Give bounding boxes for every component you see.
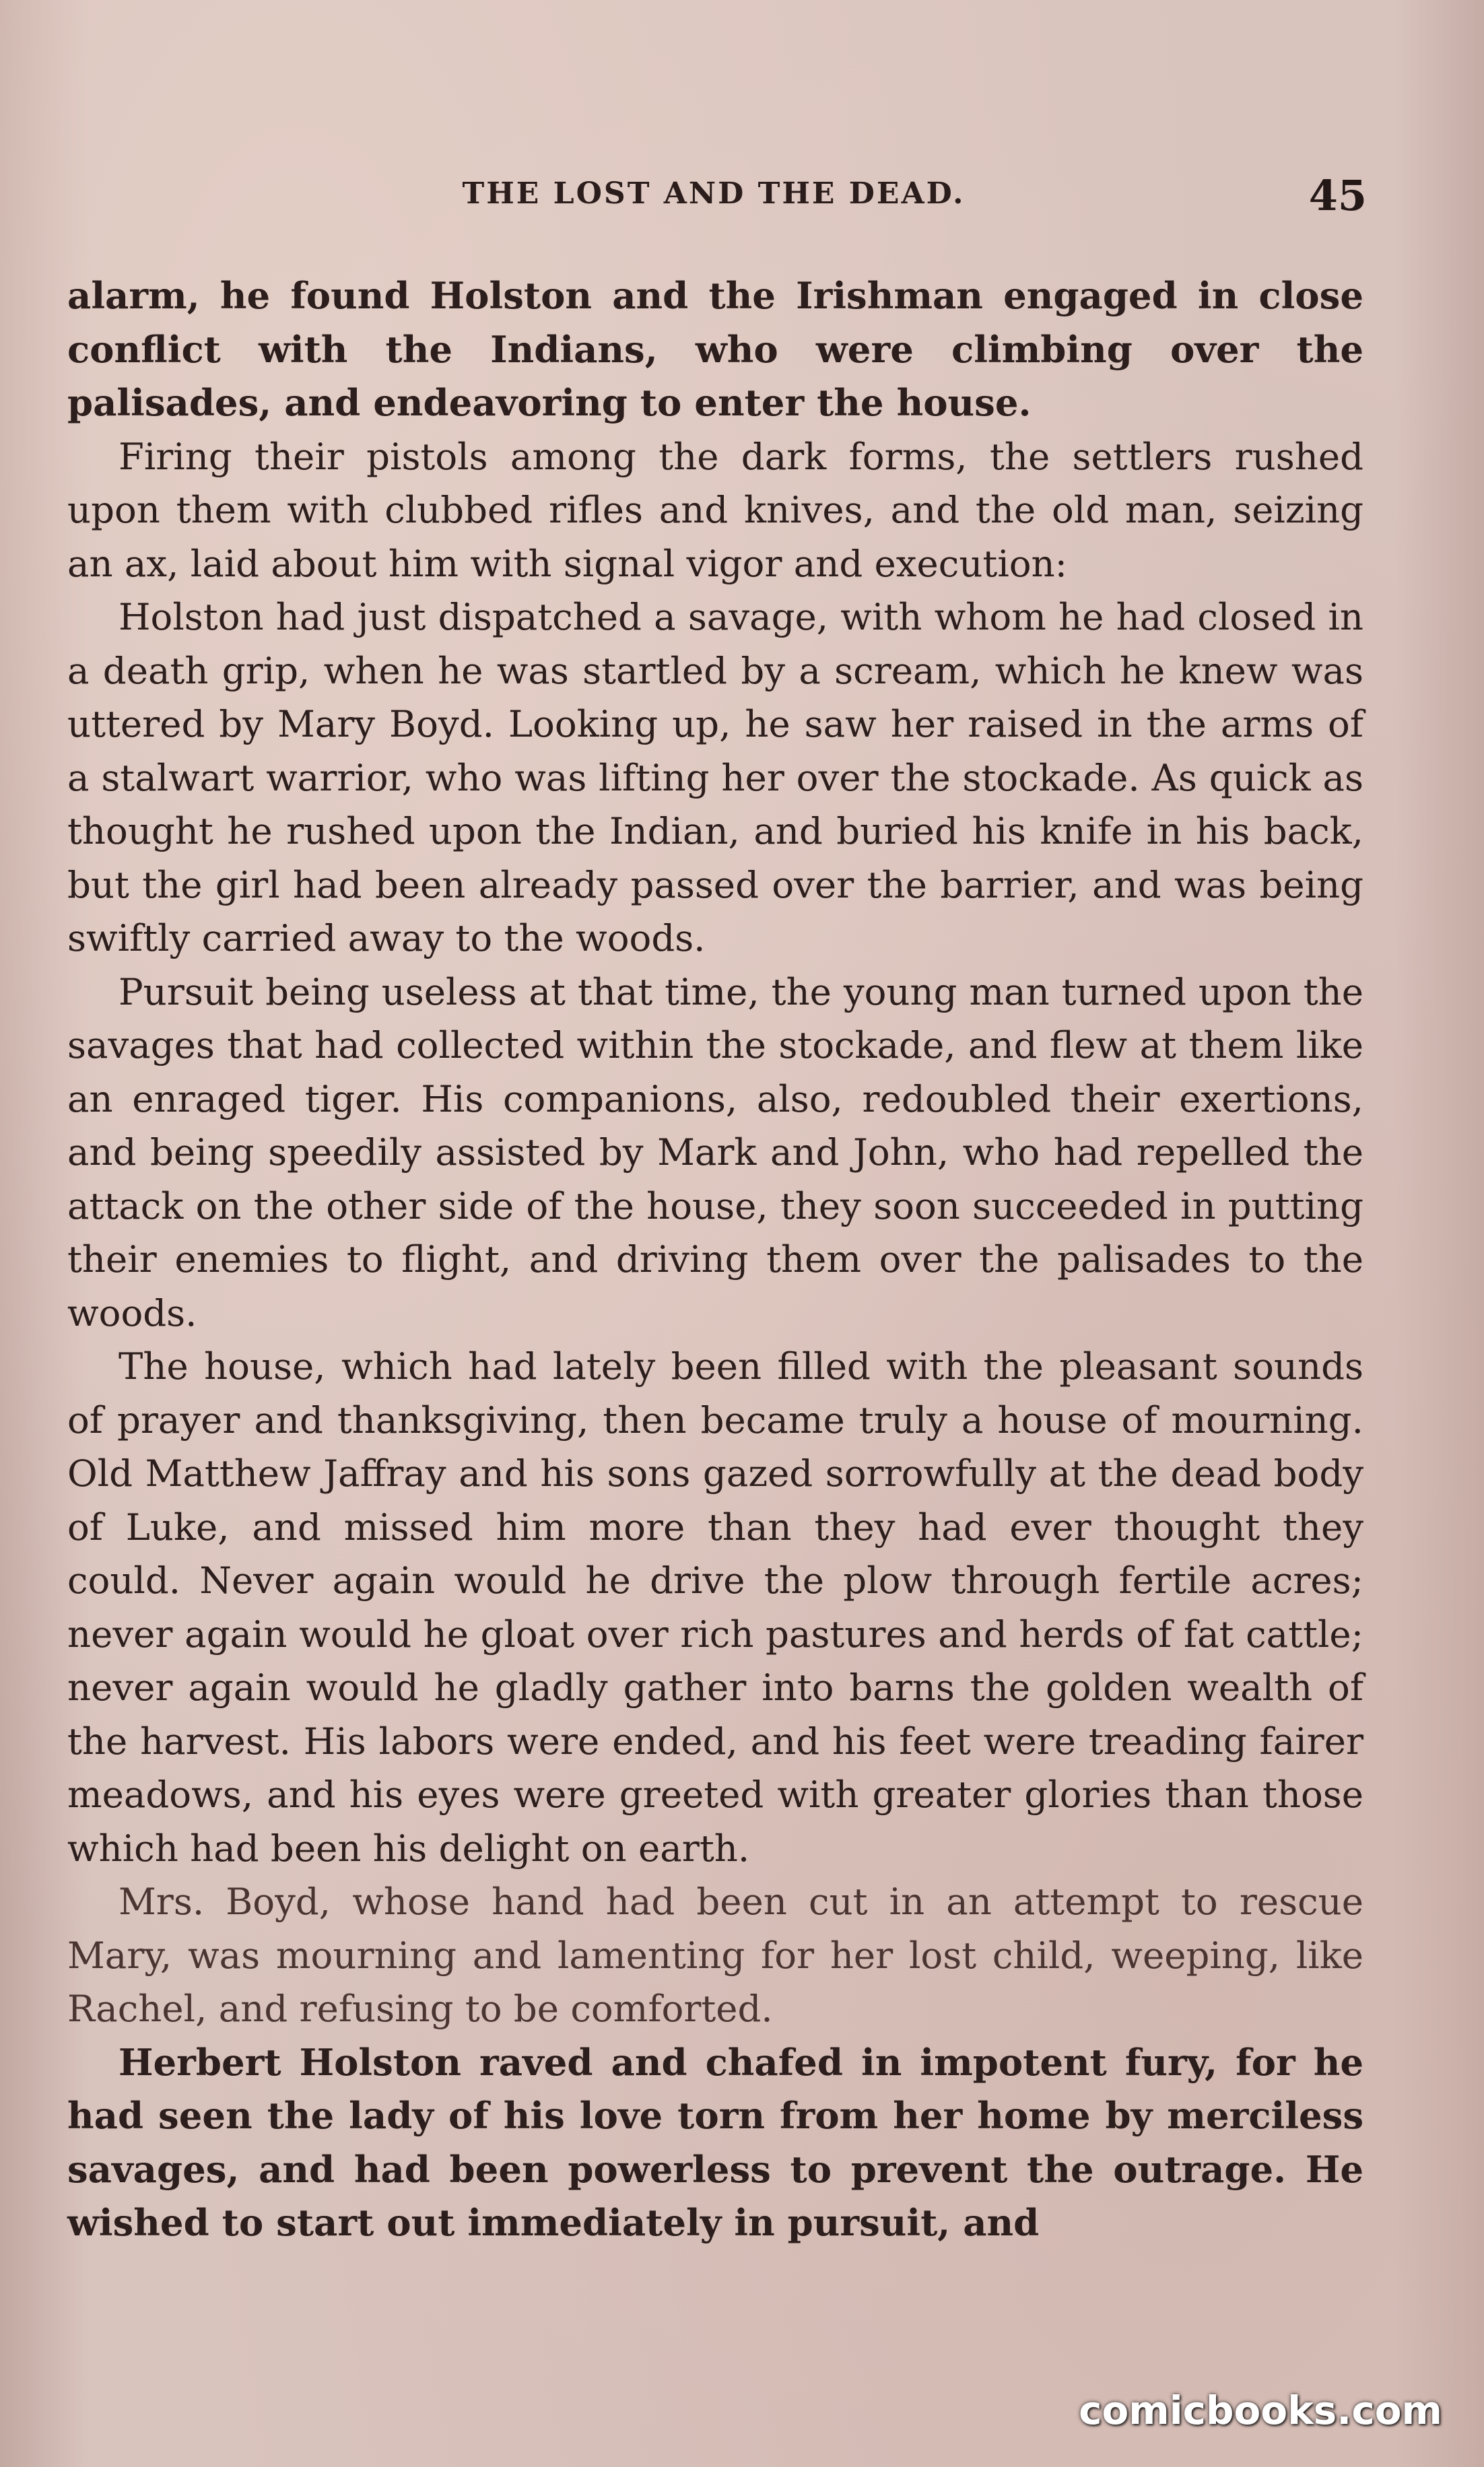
- paragraph-1: alarm, he found Holston and the Irishman engaged in close conflict with the Indians, who were climbing over the palisades, and endeavoring to enter the house.: [67, 274, 1363, 424]
- paragraph-3: Holston had just dispatched a savage, with whom he had closed in a death grip, when he was startled by a scream, which he knew was uttered by Mary Boyd. Looking up, he saw her raised in the arms of a stalwart warrior, who was lifting her over the stockade. As quick as thought he rushed upon the Indian, and buried his knife in his back, but the girl had been already passed over the barrier, and was being swiftly carried away to the woods.: [67, 595, 1363, 959]
- running-title: THE LOST AND THE DEAD.: [462, 176, 966, 211]
- page-number: 45: [1308, 171, 1367, 220]
- running-head: [67, 171, 1367, 224]
- body-text: [67, 269, 1363, 2250]
- paragraph-2: Firing their pistols among the dark forms, the settlers rushed upon them with clubbed rifles and knives, and the old man, seizing an ax, laid about him with signal vigor and execution:: [67, 434, 1363, 585]
- watermark-logo: comicbooks.com: [1079, 2388, 1442, 2433]
- paragraph-6: Mrs. Boyd, whose hand had been cut in an attempt to rescue Mary, was mourning and lamenting for her lost child, weeping, like Rachel, and refusing to be comforted.: [67, 1880, 1363, 2030]
- paragraph-7: Herbert Holston raved and chafed in impotent fury, for he had seen the lady of his love torn from her home by merciless savages, and had been powerless to prevent the outrage. He wished to start out immediately in pursuit, and: [67, 2040, 1363, 2244]
- paragraph-4: Pursuit being useless at that time, the young man turned upon the savages that had collected within the stockade, and flew at them like an enraged tiger. His companions, also, redoubled their exertions, and being speedily assisted by Mark and John, who had repelled the attack on the other side of the house, they soon succeeded in putting their enemies to flight, and driving them over the palisades to the woods.: [67, 970, 1363, 1334]
- paragraph-5: The house, which had lately been filled with the pleasant sounds of prayer and thanksgiving, then became truly a house of mourning. Old Matthew Jaffray and his sons gazed sorrowfully at the dead body of Luke, and missed him more than they had ever thought they could. Never again would he drive the plow through fertile acres; never again would he gloat over rich pastures and herds of fat cattle; never again would he gladly gather into barns the golden wealth of the harvest. His labors were ended, and his feet were treading fairer meadows, and his eyes were greeted with greater glories than those which had been his delight on earth.: [67, 1345, 1363, 1870]
